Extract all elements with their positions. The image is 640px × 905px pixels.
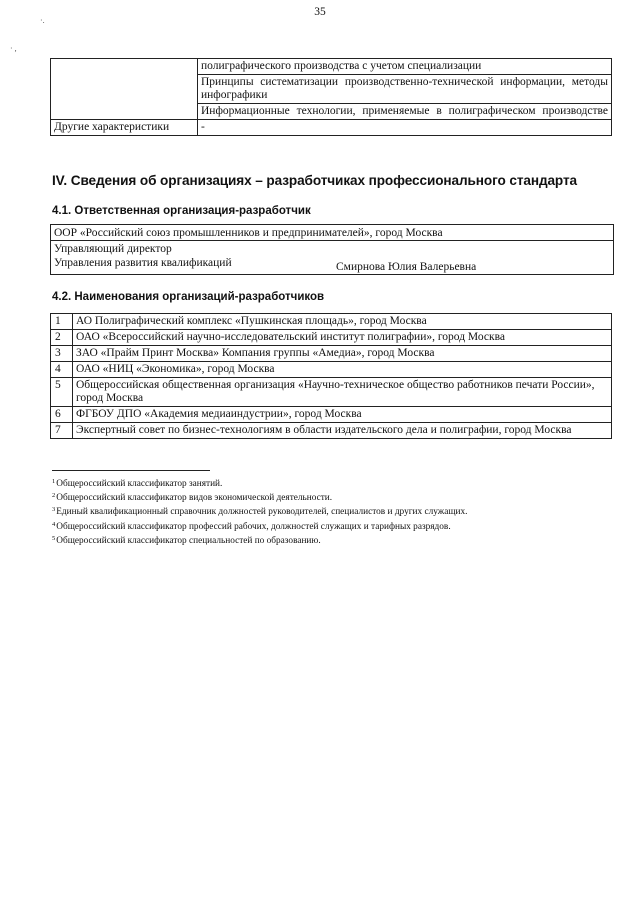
section-title: IV. Сведения об организациях – разработчиках профессионального стандарта: [52, 173, 577, 188]
table-row: [51, 362, 612, 378]
responsible-org-heading: 4.1. Ответственная организация-разработчик: [52, 205, 311, 217]
other-characteristics-value: -: [198, 120, 612, 136]
table-row: [51, 423, 612, 439]
cell-text: Информационные технологии, применяемые в полиграфическом производстве: [201, 105, 608, 117]
responsible-person: Смирнова Юлия Валерьевна: [336, 261, 477, 273]
developer-name: Экспертный совет по бизнес-технологиям в области издательского дела и полиграфии, город Москва: [73, 423, 612, 439]
scan-mark: ·.: [40, 16, 45, 25]
scan-mark: · ,: [10, 44, 17, 53]
page-number: 35: [314, 6, 326, 18]
developer-number: 3: [51, 346, 73, 362]
footnote-text: Общероссийский классификатор занятий.: [56, 479, 223, 489]
developers-heading: 4.2. Наименования организаций-разработчиков: [52, 291, 325, 303]
table-cell-empty: [51, 59, 198, 120]
position-line-1: Управляющий директор: [54, 243, 172, 255]
footnote: [52, 490, 467, 504]
developer-name: АО Полиграфический комплекс «Пушкинская площадь», город Москва: [73, 314, 612, 330]
responsible-org-name: ООР «Российский союз промышленников и предпринимателей», город Москва: [51, 225, 613, 241]
developer-name: ФГБОУ ДПО «Академия медиаиндустрии», город Москва: [73, 407, 612, 423]
footnote: [52, 519, 467, 533]
developer-name: ЗАО «Прайм Принт Москва» Компания группы «Амедиа», город Москва: [73, 346, 612, 362]
footnote: [52, 476, 467, 490]
developer-name: Общероссийская общественная организация «Научно-техническое общество работников печати России», город Москва: [73, 378, 612, 407]
table-cell: [198, 104, 612, 120]
footnote-text: Общероссийский классификатор специальностей по образованию.: [56, 535, 321, 546]
footnote-text: Общероссийский классификатор профессий рабочих, должностей служащих и тарифных разрядов.: [56, 521, 451, 532]
table-row: [51, 120, 612, 136]
table-row: [51, 378, 612, 407]
table-row: [51, 59, 612, 75]
table-cell: [198, 75, 612, 104]
footnote-separator: [52, 470, 210, 471]
footnote-text: Общероссийский классификатор видов экономической деятельности.: [56, 493, 333, 504]
table-row: [51, 314, 612, 330]
table-row: [51, 346, 612, 362]
other-characteristics-label: Другие характеристики: [51, 120, 198, 136]
table-row: [51, 330, 612, 346]
table-row: [51, 407, 612, 423]
developer-number: 2: [51, 330, 73, 346]
developer-number: 7: [51, 423, 73, 439]
footnote: [52, 504, 467, 518]
footnote-number: 1: [52, 478, 56, 485]
developer-number: 6: [51, 407, 73, 423]
footnote-number: 5: [52, 534, 56, 542]
footnote-number: 4: [52, 520, 56, 528]
footnote: [52, 533, 467, 547]
developer-name: ОАО «НИЦ «Экономика», город Москва: [73, 362, 612, 378]
developer-number: 1: [51, 314, 73, 330]
characteristics-table: [50, 58, 612, 136]
footnote-number: 3: [52, 506, 56, 514]
developer-name: ОАО «Всероссийский научно-исследовательский институт полиграфии», город Москва: [73, 330, 612, 346]
developer-number: 5: [51, 378, 73, 407]
cell-text: Принципы систематизации производственно-технической информации, методы инфографики: [201, 76, 608, 101]
footnote-number: 2: [52, 492, 56, 500]
position-line-2: Управления развития квалификаций: [54, 257, 232, 269]
table-cell: полиграфического производства с учетом специализации: [198, 59, 612, 75]
footnote-text: Единый квалификационный справочник должностей руководителей, специалистов и других служащих.: [56, 507, 468, 518]
developers-table: [50, 313, 612, 439]
position-row: [51, 257, 613, 274]
developer-number: 4: [51, 362, 73, 378]
footnotes: [52, 476, 467, 547]
responsible-org-box: [50, 224, 614, 275]
